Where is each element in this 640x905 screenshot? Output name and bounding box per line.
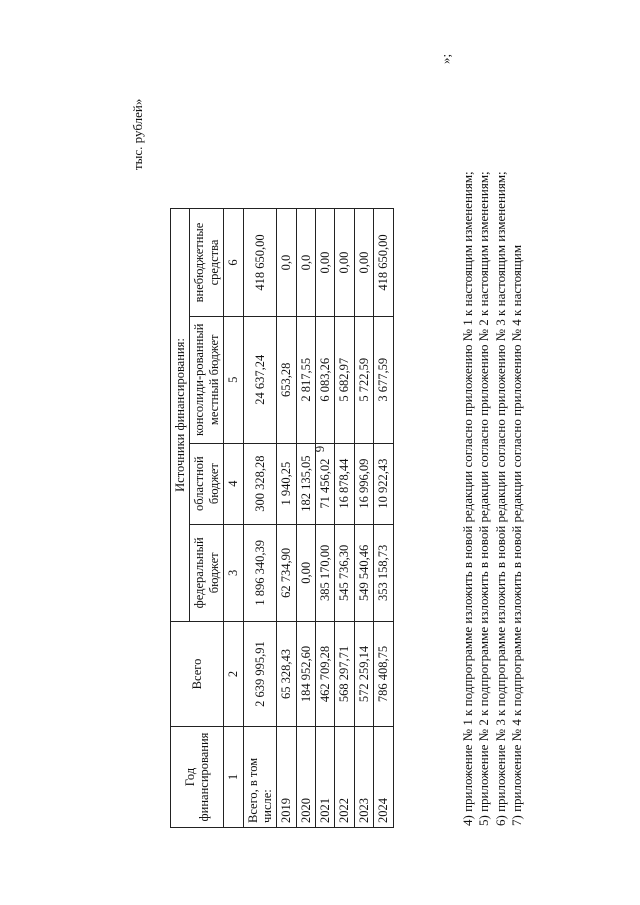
table-body xyxy=(243,209,393,828)
row-year-cell: 2021 xyxy=(316,727,335,828)
financing-table xyxy=(170,208,394,828)
header-extra: внебюджетные средства xyxy=(190,209,224,317)
row-value-cell: 182 135,05 xyxy=(296,443,315,524)
row-value-cell: 2 639 995,91 xyxy=(243,622,277,727)
paragraph: 4) приложение № 1 к подпрограмме изложить в новой редакции согласно приложению № 1 к настоящим изменениям; xyxy=(460,171,475,826)
row-value-cell: 1 896 340,39 xyxy=(243,524,277,621)
header-total: Всего xyxy=(171,622,224,727)
table-row xyxy=(316,209,335,828)
row-value-cell: 24 637,24 xyxy=(243,316,277,443)
row-value-cell: 62 734,90 xyxy=(277,524,296,621)
column-number: 2 xyxy=(224,622,243,727)
row-year-cell: Всего, в том числе: xyxy=(243,727,277,828)
table-row xyxy=(243,209,277,828)
row-value-cell: 0,0 xyxy=(277,209,296,317)
column-number: 6 xyxy=(224,209,243,317)
table-row xyxy=(296,209,315,828)
row-value-cell: 71 456,02 xyxy=(316,443,335,524)
paragraphs xyxy=(460,36,525,866)
paragraph: 6) приложение № 3 к подпрограмме изложить в новой редакции согласно приложению № 3 к настоящим изменениям; xyxy=(492,171,508,826)
row-value-cell: 3 677,59 xyxy=(374,316,393,443)
row-year-cell: 2020 xyxy=(296,727,315,828)
paragraph: 5) приложение № 2 к подпрограмме изложить в новой редакции согласно приложению № 2 к настоящим изменениям; xyxy=(476,171,492,826)
row-value-cell: 0,00 xyxy=(335,209,354,317)
column-number: 1 xyxy=(224,727,243,828)
row-value-cell: 418 650,00 xyxy=(243,209,277,317)
column-number-row xyxy=(224,209,243,828)
row-value-cell: 0,00 xyxy=(296,524,315,621)
row-value-cell: 10 922,43 xyxy=(374,443,393,524)
row-value-cell: 16 878,44 xyxy=(335,443,354,524)
row-value-cell: 65 328,43 xyxy=(277,622,296,727)
table-row xyxy=(335,209,354,828)
header-local: консолиди-рованный местный бюджет xyxy=(190,316,224,443)
row-year-cell: 2019 xyxy=(277,727,296,828)
row-value-cell: 5 722,59 xyxy=(354,316,373,443)
row-value-cell: 5 682,97 xyxy=(335,316,354,443)
row-value-cell: 0,0 xyxy=(296,209,315,317)
row-value-cell: 2 817,55 xyxy=(296,316,315,443)
paragraph: 7) приложение № 4 к подпрограмме изложить в новой редакции согласно приложению № 4 к настоящим xyxy=(508,244,524,826)
column-number: 4 xyxy=(224,443,243,524)
row-value-cell: 0,00 xyxy=(354,209,373,317)
row-value-cell: 462 709,28 xyxy=(316,622,335,727)
row-value-cell: 549 540,46 xyxy=(354,524,373,621)
row-value-cell: 6 083,26 xyxy=(316,316,335,443)
row-value-cell: 353 158,73 xyxy=(374,524,393,621)
row-year-cell: 2023 xyxy=(354,727,373,828)
row-value-cell: 385 170,00 xyxy=(316,524,335,621)
table-row xyxy=(374,209,393,828)
row-value-cell: 418 650,00 xyxy=(374,209,393,317)
rotated-content xyxy=(20,30,600,870)
row-value-cell: 568 297,71 xyxy=(335,622,354,727)
row-year-cell: 2024 xyxy=(374,727,393,828)
row-year-cell: 2022 xyxy=(335,727,354,828)
row-value-cell: 572 259,14 xyxy=(354,622,373,727)
row-value-cell: 184 952,60 xyxy=(296,622,315,727)
column-number: 3 xyxy=(224,524,243,621)
page-number: 6 xyxy=(312,445,328,453)
row-value-cell: 300 328,28 xyxy=(243,443,277,524)
header-regional: областной бюджет xyxy=(190,443,224,524)
row-value-cell: 0,00 xyxy=(316,209,335,317)
table-header-row xyxy=(171,209,190,828)
end-mark: »; xyxy=(438,53,453,64)
row-value-cell: 545 736,30 xyxy=(335,524,354,621)
row-value-cell: 786 408,75 xyxy=(374,622,393,727)
rotated-content-inner xyxy=(20,30,600,870)
units-label: тыс. рублей» xyxy=(130,98,145,170)
table-row xyxy=(277,209,296,828)
header-federal: федеральный бюджет xyxy=(190,524,224,621)
row-value-cell: 653,28 xyxy=(277,316,296,443)
table-row xyxy=(354,209,373,828)
header-year: Год финансирования xyxy=(171,727,224,828)
header-sources: Источники финансирования: xyxy=(171,209,190,622)
row-value-cell: 1 940,25 xyxy=(277,443,296,524)
row-value-cell: 16 996,09 xyxy=(354,443,373,524)
column-number: 5 xyxy=(224,316,243,443)
